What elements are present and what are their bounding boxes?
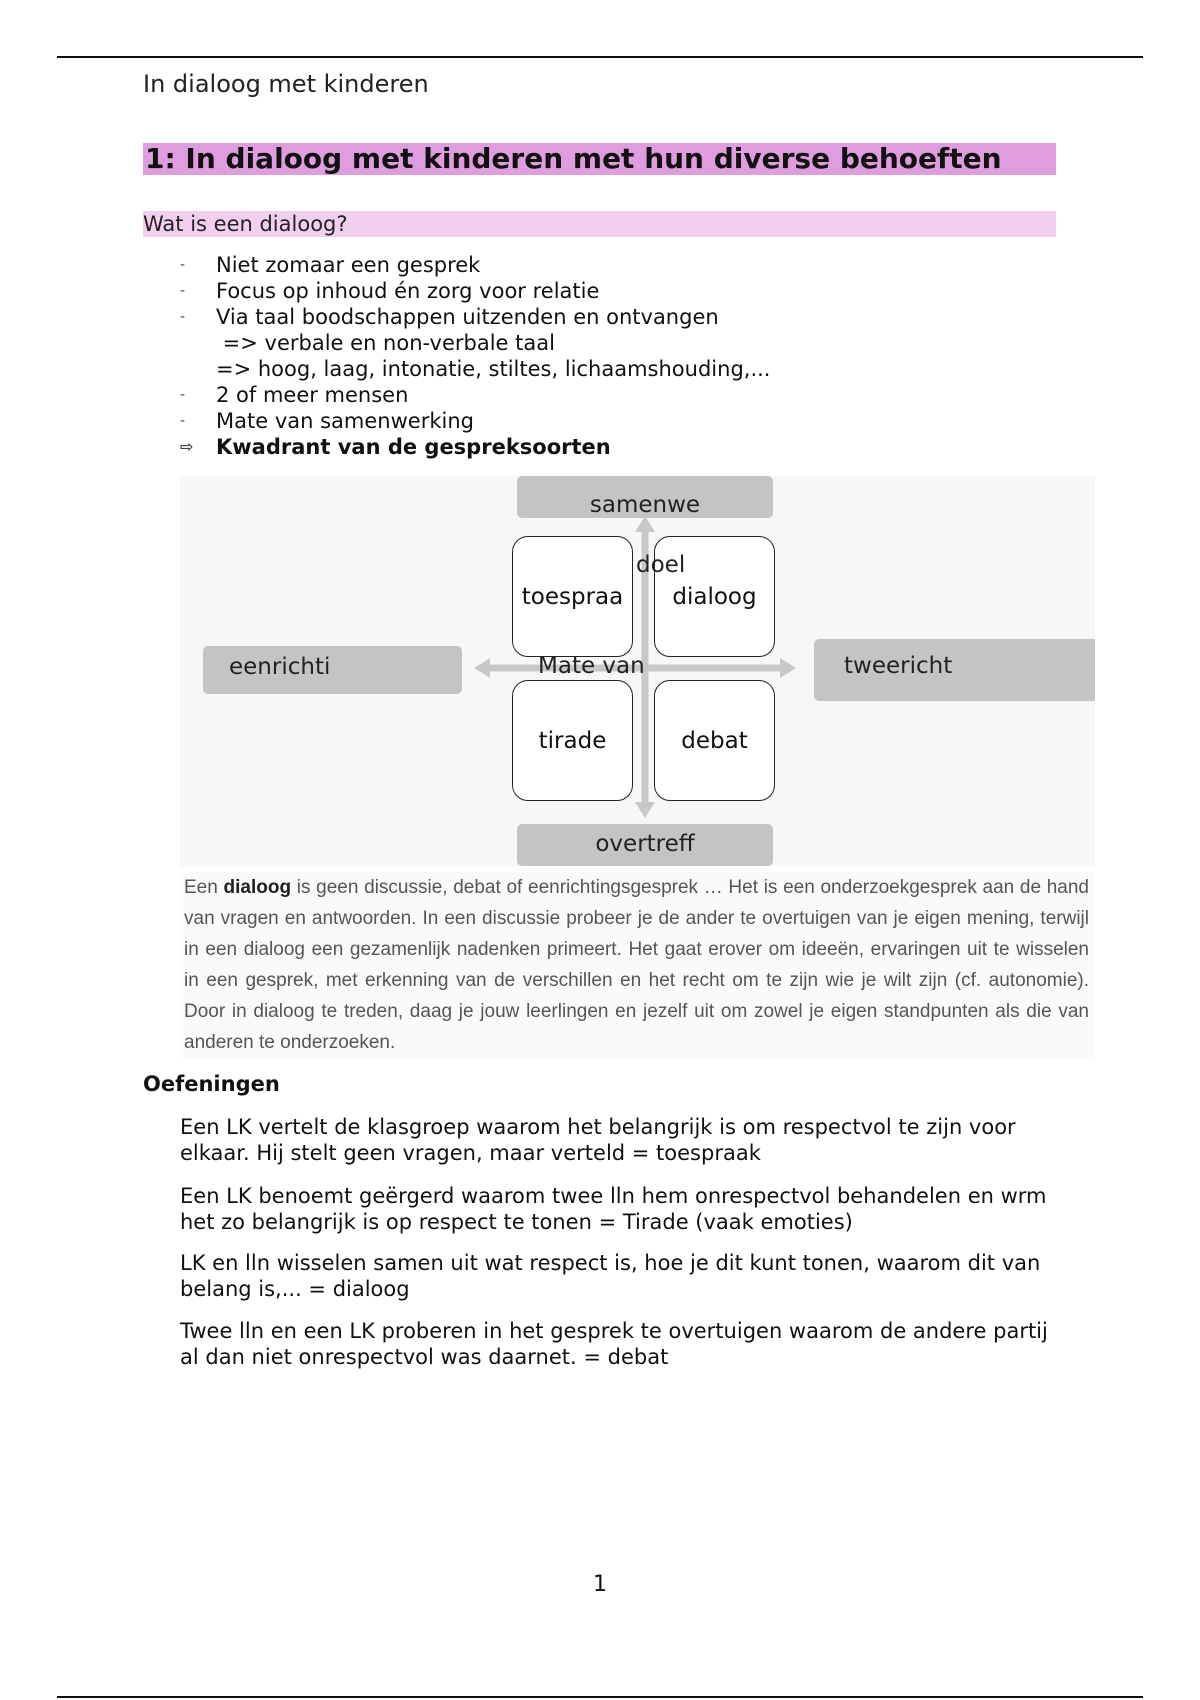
axis-center-label-horizontal: Mate van: [538, 653, 645, 679]
bullet-item: - Via taal boodschappen uitzenden en ontvangen: [180, 305, 719, 329]
dash-bullet-icon: -: [180, 387, 186, 403]
axis-center-label-vertical: doel: [636, 552, 686, 578]
bullet-list: [180, 252, 770, 460]
quadrant-diagram: [180, 476, 1095, 866]
exercise-item: Een LK vertelt de klasgroep waarom het belangrijk is om respectvol te zijn voor elkaar. Hij stelt geen vragen, maar verteld = toespraak: [180, 1115, 1016, 1165]
dialogue-definition-paragraph: Een dialoog is geen discussie, debat of eenrichtingsgesprek … Het is een onderzoekgesprek aan de hand van vragen en antwoorden. In een discussie probeer je de ander te overtuigen van je eigen mening, terwijl in een dialoog een gezamenlijk nadenken primeert. Het gaat erover om ideeën, ervaringen uit te wisselen in een gesprek, met erkenning van de verschillen en het recht om te zijn wie je wilt zijn (cf. autonomie). Door in dialoog te treden, daag je jouw leerlingen en jezelf uit om zowel je eigen standpunten als die van anderen te onderzoeken.: [180, 872, 1093, 1058]
bullet-item: - Focus op inhoud én zorg voor relatie: [180, 279, 600, 303]
running-header: In dialoog met kinderen: [143, 70, 429, 98]
arrow-bullet-icon: ⇨: [180, 437, 194, 456]
axis-label-right: tweericht: [814, 639, 1095, 701]
axis-arrow-up-icon: [635, 516, 655, 532]
dash-bullet-icon: -: [180, 257, 186, 273]
dash-bullet-icon: -: [180, 413, 186, 429]
dash-bullet-icon: -: [180, 283, 186, 299]
header-rule: [57, 56, 1143, 58]
axis-arrow-right-icon: [780, 658, 796, 678]
bullet-item: - Mate van samenwerking: [180, 409, 474, 433]
bullet-subline: => hoog, laag, intonatie, stiltes, lichaamshouding,...: [216, 357, 771, 381]
bullet-item: - Niet zomaar een gesprek: [180, 253, 481, 277]
exercise-item: Twee lln en een LK proberen in het gesprek te overtuigen waarom de andere partij al dan niet onrespectvol was daarnet. = debat: [180, 1319, 1048, 1369]
axis-label-top: samenwe: [517, 476, 773, 518]
footer-rule: [57, 1696, 1143, 1698]
dash-bullet-icon: -: [180, 309, 186, 325]
quadrant-toespraak: toespraa: [512, 536, 633, 657]
quadrant-dialoog: dialoog: [654, 536, 775, 657]
section-heading: Wat is een dialoog?: [143, 211, 1056, 237]
axis-label-bottom: overtreff: [517, 824, 773, 866]
axis-label-left: eenrichti: [203, 646, 462, 694]
page-number: 1: [593, 1572, 607, 1597]
bullet-item-arrow: ⇨ Kwadrant van de gespreksoorten: [180, 435, 611, 459]
exercises-heading: Oefeningen: [143, 1072, 280, 1096]
axis-arrow-left-icon: [474, 658, 490, 678]
bullet-item: - 2 of meer mensen: [180, 383, 409, 407]
bullet-subline: => verbale en non-verbale taal: [216, 331, 555, 355]
quadrant-debat: debat: [654, 680, 775, 801]
chapter-heading: 1: In dialoog met kinderen met hun diverse behoeften: [143, 143, 1056, 175]
quadrant-tirade: tirade: [512, 680, 633, 801]
axis-arrow-down-icon: [635, 802, 655, 818]
exercise-item: LK en lln wisselen samen uit wat respect is, hoe je dit kunt tonen, waarom dit van belang is,... = dialoog: [180, 1251, 1041, 1301]
bold-term: dialoog: [223, 877, 292, 898]
exercise-item: Een LK benoemt geërgerd waarom twee lln hem onrespectvol behandelen en wrm het zo belangrijk is op respect te tonen = Tirade (vaak emoties): [180, 1184, 1047, 1234]
